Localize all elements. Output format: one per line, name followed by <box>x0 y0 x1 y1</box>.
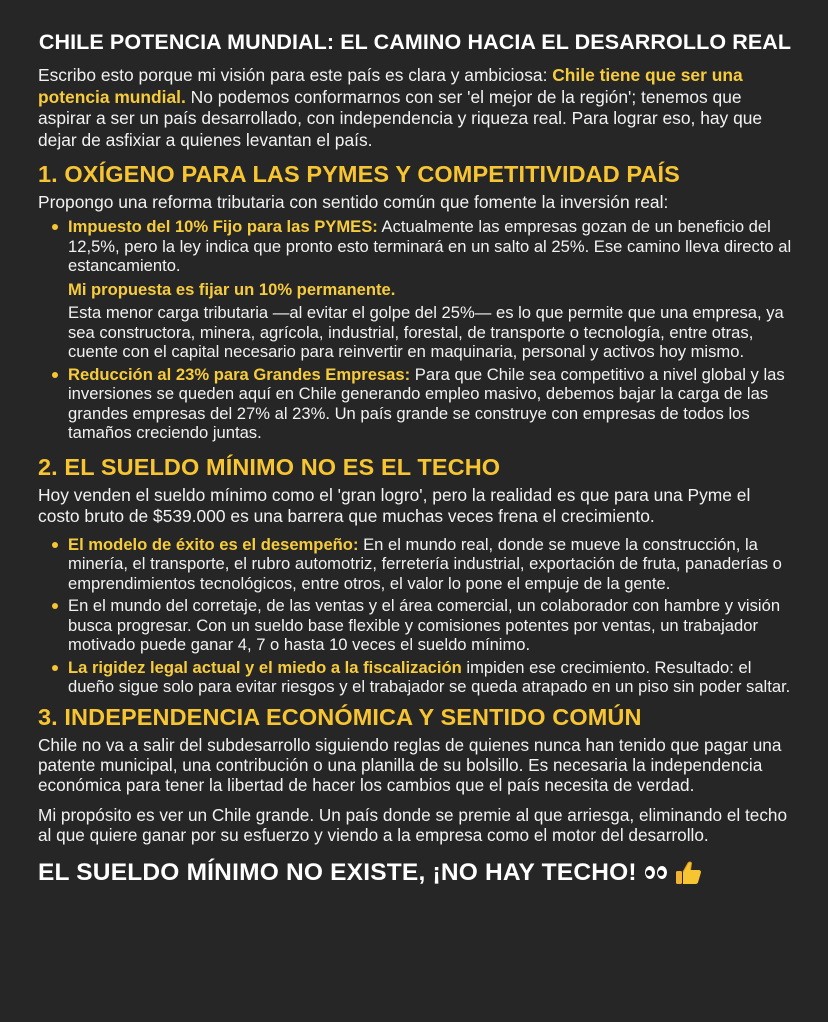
bullet-icon <box>52 224 58 230</box>
section2-list <box>38 535 792 697</box>
section1-heading: 1. OXÍGENO PARA LAS PYMES Y COMPETITIVIDAD PAÍS <box>38 161 680 187</box>
section3-paragraph-2: Mi propósito es ver un Chile grande. Un país donde se premie al que arriesga, eliminando el techo al que quiere ganar por su esfuerzo y viendo a la empresa como el motor del desarrollo. <box>38 804 788 845</box>
eyes-emoji-icon <box>645 866 667 879</box>
bullet-icon <box>52 542 58 548</box>
section3-paragraph-1: Chile no va a salir del subdesarrollo siguiendo reglas de quienes nunca han tenido que pagar una patente municipal, una contribución o una planilla de su bolsillo. Es necesaria la independencia económica para tener la libertad de hacer los cambios que el país necesita de verdad. <box>38 734 782 795</box>
list-item: El modelo de éxito es el desempeño: En el mundo real, donde se mueve la construcción, la minería, el transporte, el rubro automotriz, ferretería industrial, exportación de fruta, panaderías o emprendimientos tecnológicos, entre otros, el valor lo pone el empuje de la gente. <box>68 535 792 594</box>
bullet-icon <box>52 372 58 378</box>
bullet-icon <box>52 603 58 609</box>
section3-heading: 3. INDEPENDENCIA ECONÓMICA Y SENTIDO COMÚN <box>38 703 642 730</box>
list-item: La rigidez legal actual y el miedo a la fiscalización impiden ese crecimiento. Resultado: el dueño sigue solo para evitar riesgos y el trabajador se queda atrapado en un piso sin poder saltar. <box>68 658 792 697</box>
section2-lead: Hoy venden el sueldo mínimo como el 'gran logro', pero la realidad es que para una Pyme el costo bruto de $539.000 es una barrera que muchas veces frena el crecimiento. <box>38 484 751 526</box>
section2-heading: 2. EL SUELDO MÍNIMO NO ES EL TECHO <box>38 453 501 480</box>
list-item: Impuesto del 10% Fijo para las PYMES: Actualmente las empresas gozan de un beneficio del 12,5%, pero la ley indica que pronto esto terminará en un salto al 25%. Ese camino lleva directo al estancamiento. Mi propuesta es fijar un 10% permanente. Esta menor carga tributaria —al evitar el golpe del 25%— es lo que permite que una empresa, ya sea constructora, minera, agrícola, industrial, forestal, de transporte o tecnología, entre otras, cuente con el capital necesario para reinvertir en maquinaria, personal y activos hoy mismo. <box>68 217 792 362</box>
list-item: Reducción al 23% para Grandes Empresas: Para que Chile sea competitivo a nivel global y las inversiones se queden aquí en Chile generando empleo masivo, debemos bajar la carga de las grandes empresas del 27% al 23%. Un país grande se construye con empresas de todos los tamaños creciendo juntas. <box>68 365 792 443</box>
section1-lead: Propongo una reforma tributaria con sentido común que fomente la inversión real: <box>38 192 669 212</box>
intro-paragraph: Escribo esto porque mi visión para este país es clara y ambiciosa: Chile tiene que ser una potencia mundial. No podemos conformarnos con ser 'el mejor de la región'; tenemos que aspirar a ser un país desarrollado, con independencia y riqueza real. Para lograr eso, hay que dejar de asfixiar a quienes levantan el país. <box>38 65 763 150</box>
list-item: En el mundo del corretaje, de las ventas y el área comercial, un colaborador con hambre y visión busca progresar. Con un sueldo base flexible y comisiones potentes por ventas, un trabajador motivado puede ganar 4, 7 o hasta 10 veces el sueldo mínimo. <box>68 596 792 655</box>
bullet-icon <box>52 665 58 671</box>
closing-text: EL SUELDO MÍNIMO NO EXISTE, ¡NO HAY TECHO! <box>38 858 637 886</box>
intro-highlight: Chile tiene que ser una potencia mundial. <box>38 65 743 107</box>
proposal-detail: Esta menor carga tributaria —al evitar el golpe del 25%— es lo que permite que una empresa, ya sea constructora, minera, agrícola, industrial, forestal, de transporte o tecnología, entre otras, cuente con el capital necesario para reinvertir en maquinaria, personal y activos hoy mismo. <box>68 303 784 361</box>
closing-statement <box>38 859 792 887</box>
proposal-highlight: Mi propuesta es fijar un 10% permanente. <box>68 279 396 299</box>
thumbs-up-emoji-icon <box>673 860 703 886</box>
page-title: CHILE POTENCIA MUNDIAL: EL CAMINO HACIA EL DESARROLLO REAL <box>38 30 792 54</box>
section1-list <box>38 217 792 443</box>
